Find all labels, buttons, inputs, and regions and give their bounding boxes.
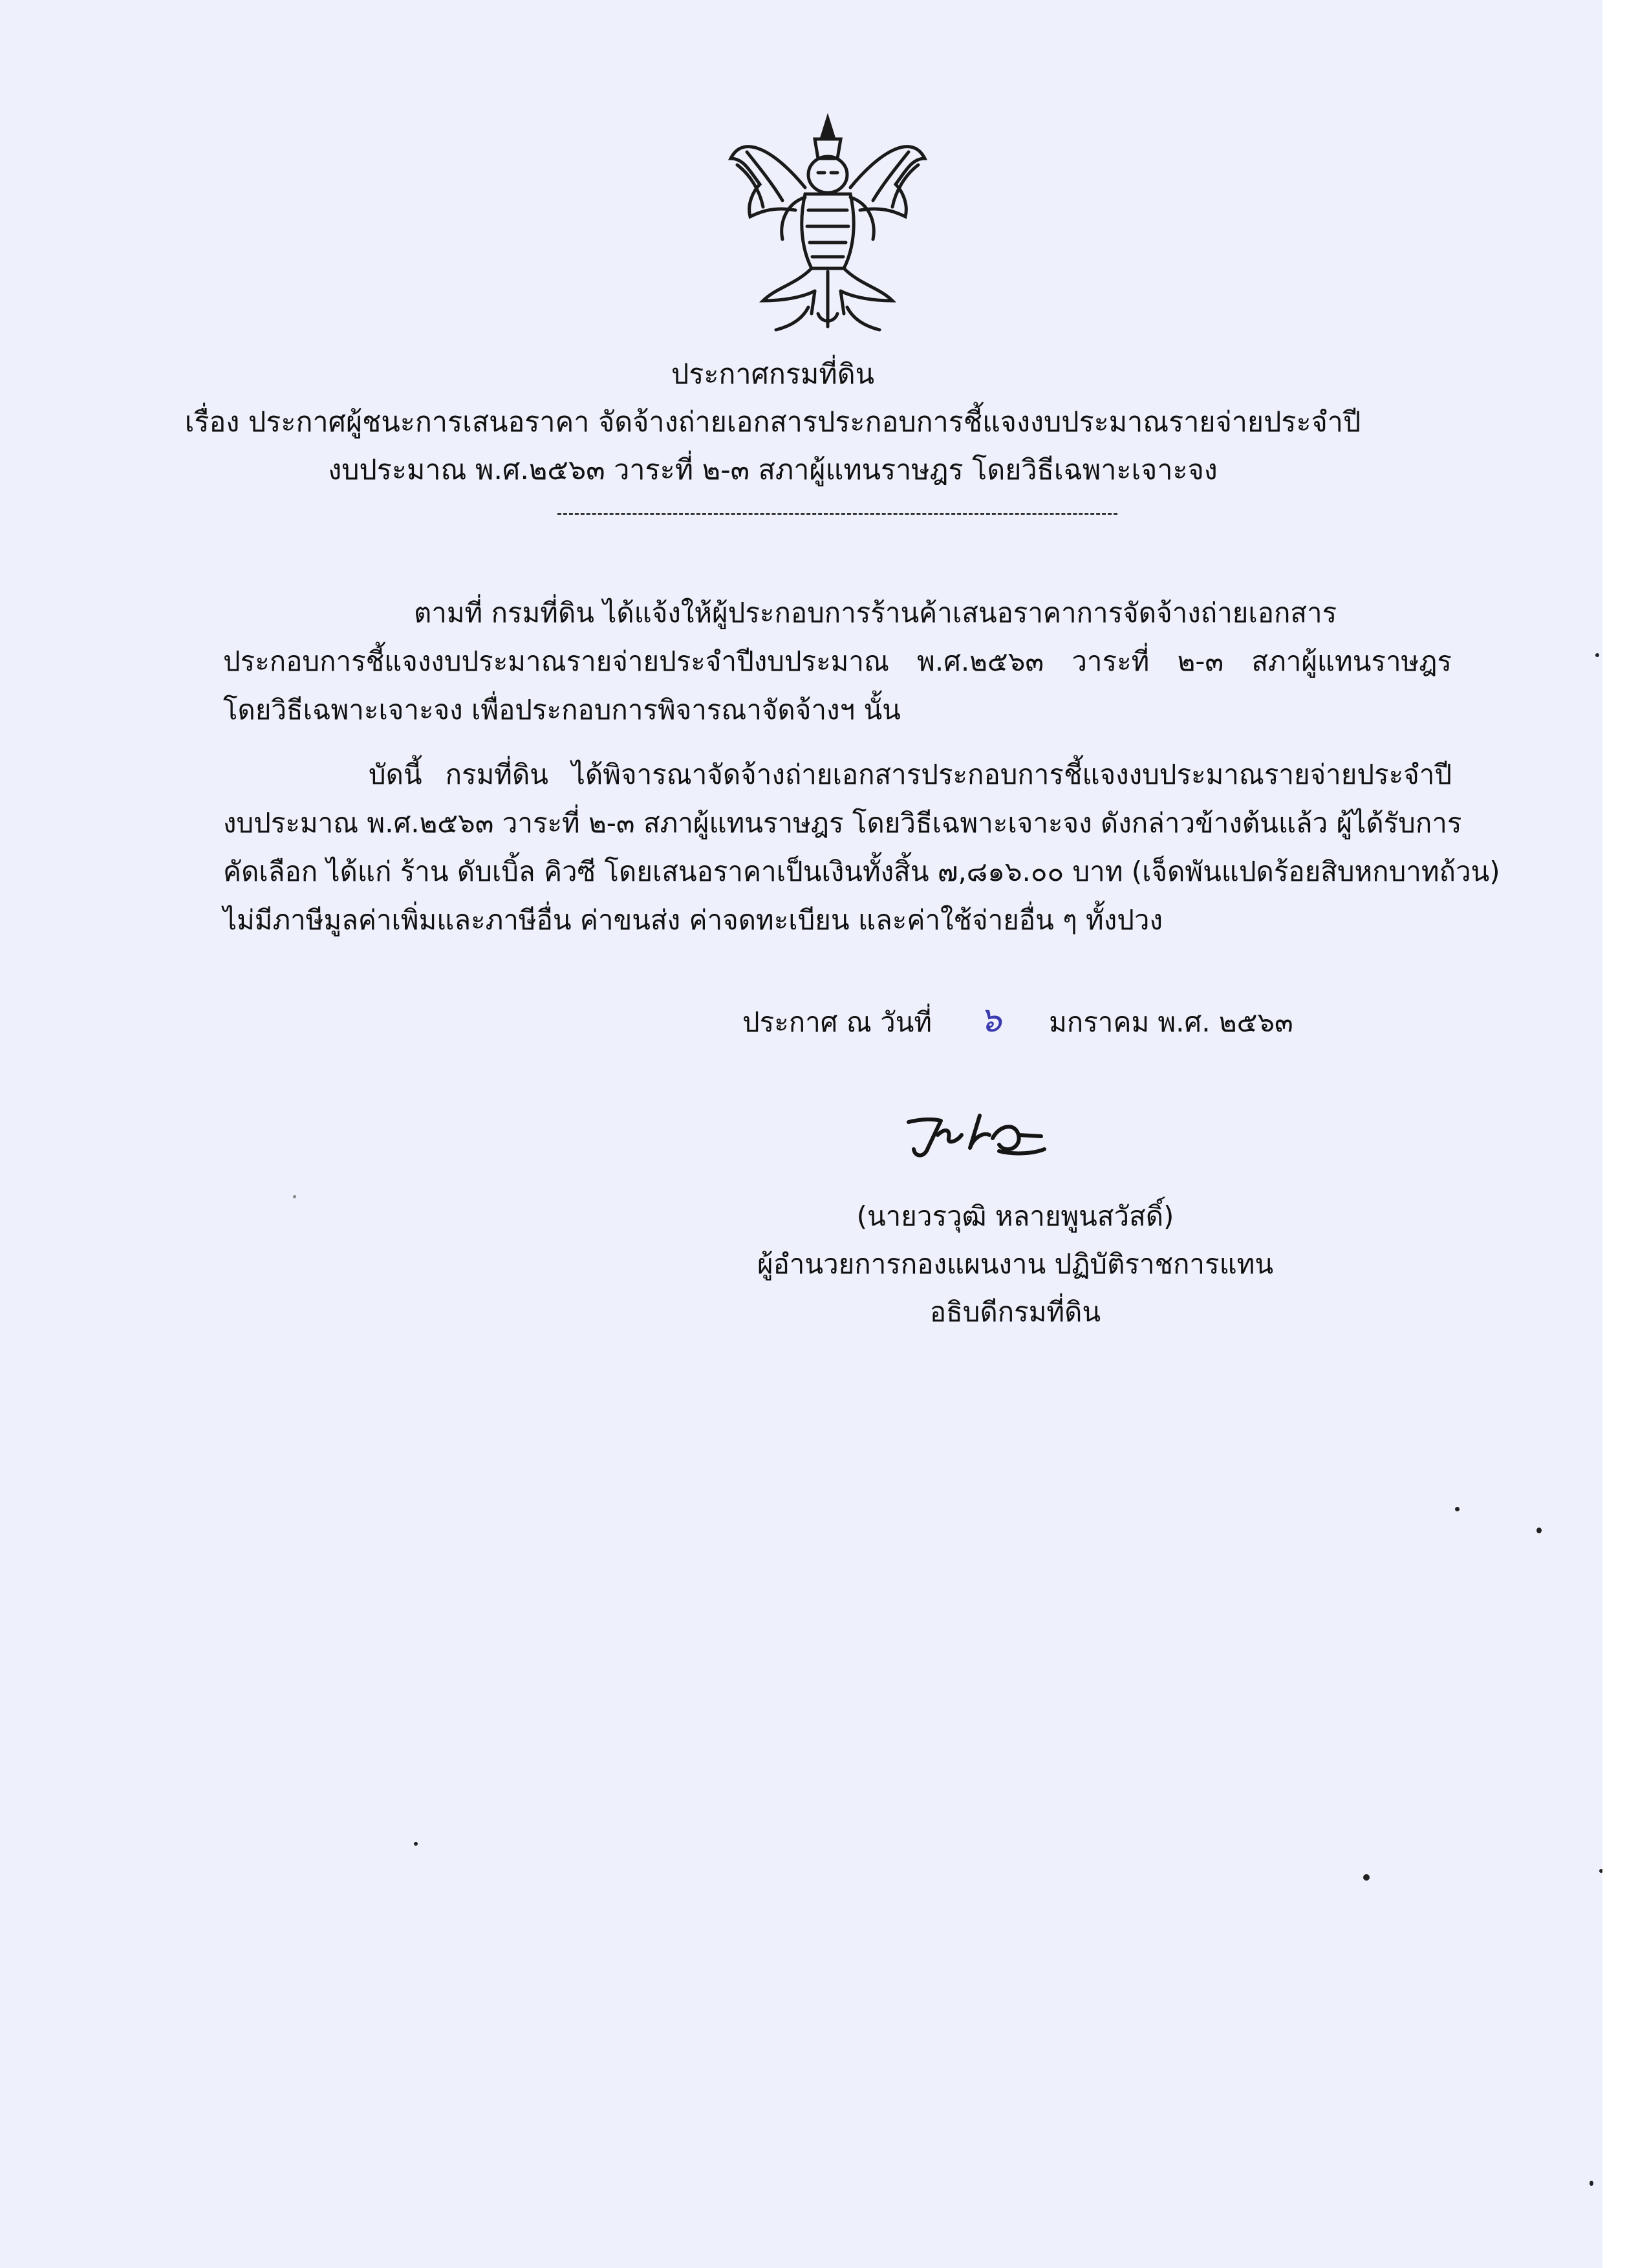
subject-line-2: งบประมาณ พ.ศ.๒๕๖๓ วาระที่ ๒-๓ สภาผู้แทนราษฎร โดยวิธีเฉพาะเจาะจง [328,454,1218,486]
para2-line1: บัดนี้ กรมที่ดิน ได้พิจารณาจัดจ้างถ่ายเอกสารประกอบการชี้แจงงบประมาณรายจ่ายประจำปี [369,759,1452,790]
para2-line3: คัดเลือก ได้แก่ ร้าน ดับเบิ้ล คิวซี โดยเสนอราคาเป็นเงินทั้งสิ้น ๗,๘๑๖.๐๐ บาท (เจ็ดพันแปดร้อยสิบหกบาทถ้วน) [223,856,1500,887]
announcement-date [742,999,1293,1040]
signer-name: (นายวรวุฒิ หลายพูนสวัสดิ์) [856,1200,1174,1232]
garuda-emblem-icon [724,113,931,333]
scan-speck [1536,1528,1542,1533]
signer-position-1: ผู้อำนวยการกองแผนงาน ปฏิบัติราชการแทน [757,1248,1274,1280]
signer-position-2: อธิบดีกรมที่ดิน [929,1296,1101,1328]
scan-speck [1363,1874,1370,1881]
handwritten-signature [902,1109,1051,1167]
scan-speck [1595,653,1599,657]
para2-line2: งบประมาณ พ.ศ.๒๕๖๓ วาระที่ ๒-๓ สภาผู้แทนราษฎร โดยวิธีเฉพาะเจาะจง ดังกล่าวข้างต้นแล้ว ผู้ได้รับการ [223,807,1462,839]
announcement-day: ๖ [979,999,1002,1040]
subject-line-1: เรื่อง ประกาศผู้ชนะการเสนอราคา จัดจ้างถ่ายเอกสารประกอบการชี้แจงงบประมาณรายจ่ายประจำปี [184,406,1361,438]
announcement-prefix: ประกาศ ณ วันที่ [742,1006,932,1038]
document-title: ประกาศกรมที่ดิน [671,358,875,391]
scan-speck [414,1842,418,1846]
para1-line2: ประกอบการชี้แจงงบประมาณรายจ่ายประจำปีงบประมาณ พ.ศ.๒๕๖๓ วาระที่ ๒-๓ สภาผู้แทนราษฎร [223,645,1452,677]
para2-line4: ไม่มีภาษีมูลค่าเพิ่มและภาษีอื่น ค่าขนส่ง ค่าจดทะเบียน และค่าใช้จ่ายอื่น ๆ ทั้งปวง [223,904,1163,936]
scan-speck [1455,1507,1460,1511]
para1-line1: ตามที่ กรมที่ดิน ได้แจ้งให้ผู้ประกอบการร้านค้าเสนอราคาการจัดจ้างถ่ายเอกสาร [414,597,1337,629]
scan-speck [293,1195,296,1198]
announcement-month-year: มกราคม พ.ศ. ๒๕๖๓ [1049,1006,1293,1038]
scan-margin [1602,0,1649,2268]
para1-line3: โดยวิธีเฉพาะเจาะจง เพื่อประกอบการพิจารณาจัดจ้างฯ นั้น [223,694,901,726]
scan-speck [1590,2181,1593,2186]
heading-divider [557,513,1117,515]
